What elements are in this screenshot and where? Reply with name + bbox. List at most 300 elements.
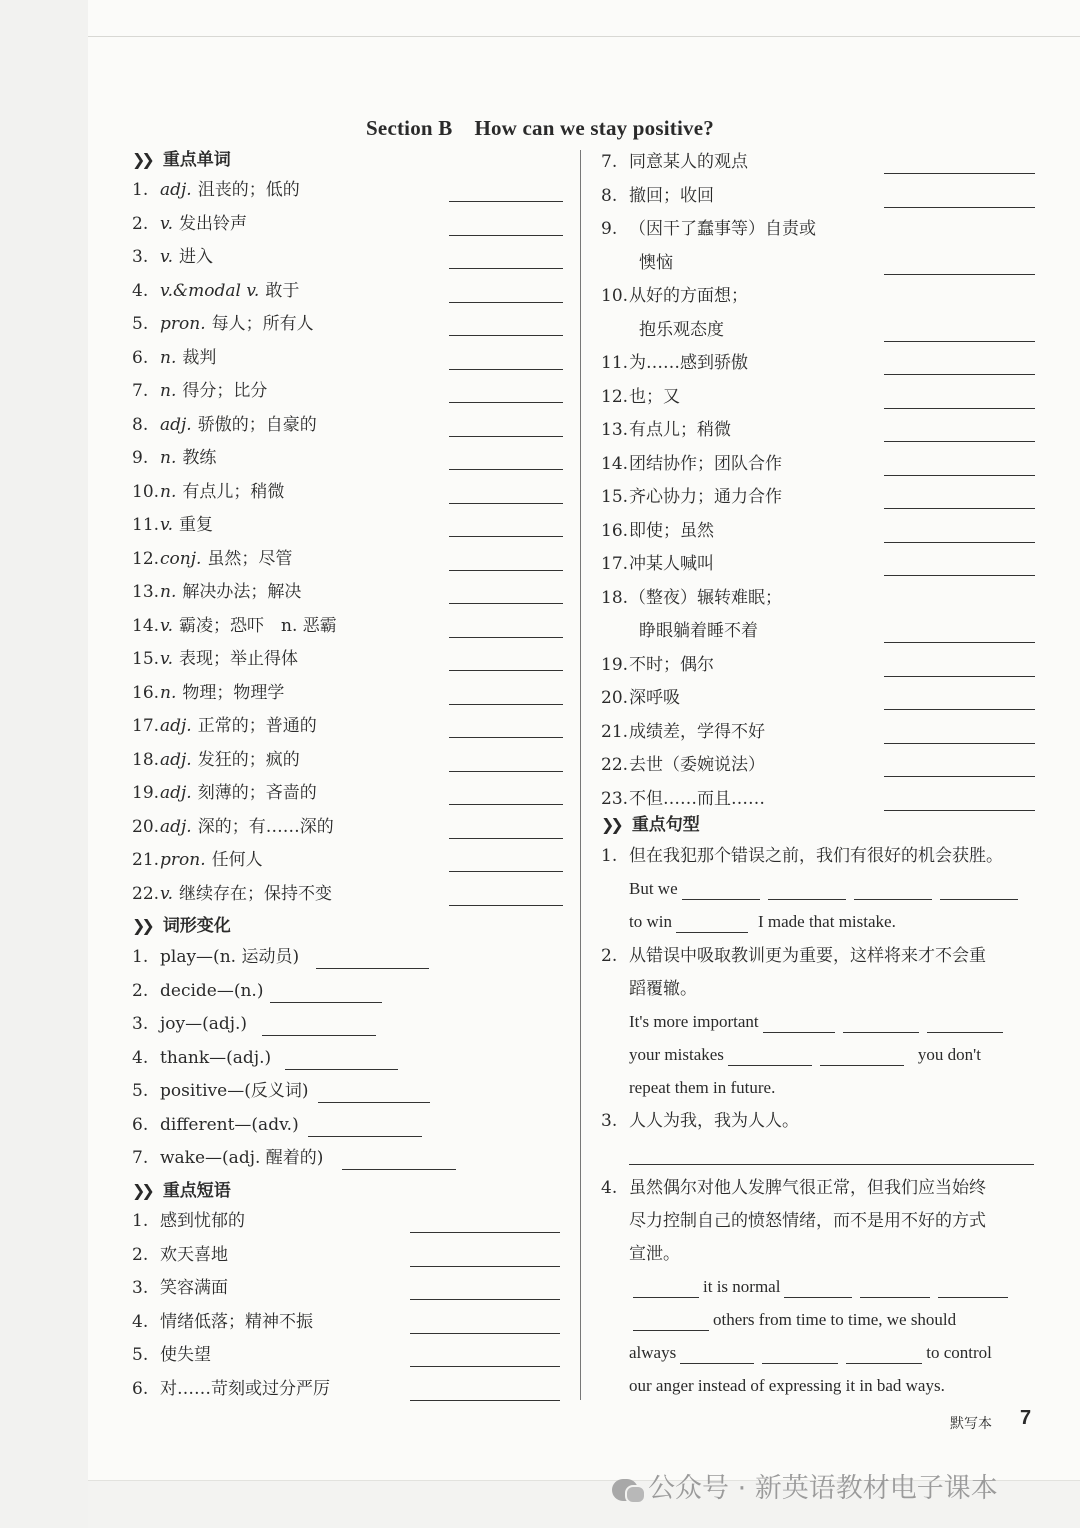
item-number: 6. — [132, 1378, 149, 1399]
part-of-speech: n. — [160, 347, 177, 368]
inline-blank[interactable] — [768, 881, 846, 900]
item-meaning: 沮丧的；低的 — [197, 180, 300, 200]
answer-blank[interactable] — [884, 341, 1035, 342]
item-number: 14. — [132, 615, 160, 636]
answer-blank[interactable] — [449, 369, 563, 370]
chevron-icon: ❯❯ — [132, 150, 151, 169]
part-of-speech: adj. — [160, 749, 192, 770]
answer-blank[interactable] — [884, 743, 1035, 744]
phrase-item — [601, 218, 816, 240]
item-meaning: （因干了蠢事等）自责或 — [629, 219, 816, 239]
item-meaning: 继续存在；保持不变 — [179, 883, 332, 904]
item-number: 12. — [132, 548, 160, 569]
indent — [629, 621, 639, 641]
phrase-item — [601, 654, 714, 676]
inline-blank[interactable] — [820, 1047, 904, 1066]
phrase-item — [601, 453, 782, 475]
item-meaning: positive—(反义词) — [160, 1081, 309, 1101]
word-item — [132, 447, 216, 469]
item-meaning: wake—(adj. 醒着的) — [160, 1148, 324, 1168]
answer-blank[interactable] — [449, 603, 563, 604]
item-number: 8. — [132, 414, 149, 435]
answer-blank[interactable] — [884, 676, 1035, 677]
item-meaning: 重复 — [179, 515, 213, 535]
answer-blank[interactable] — [285, 1069, 398, 1070]
item-meaning: 从好的方面想； — [629, 286, 748, 306]
inline-blank[interactable] — [843, 1014, 919, 1033]
word-item — [132, 313, 314, 335]
item-meaning: 成绩差，学得不好 — [629, 721, 765, 742]
item-number: 20. — [132, 816, 160, 837]
phrase-item — [132, 1210, 245, 1232]
sentence-4-en — [629, 1309, 956, 1331]
word-item — [132, 246, 213, 268]
answer-blank[interactable] — [449, 335, 563, 336]
item-number: 4. — [132, 1047, 149, 1068]
word-item — [132, 481, 284, 503]
item-meaning: 有点儿；稍微 — [182, 481, 285, 502]
phrase-item — [601, 352, 748, 374]
item-meaning: different—(adv.) — [160, 1114, 299, 1135]
part-of-speech: n. — [160, 481, 177, 502]
item-meaning: 撤回；收回 — [629, 185, 714, 206]
item-meaning: 为……感到骄傲 — [629, 353, 748, 373]
sentence-1 — [601, 845, 1003, 867]
phrase-item — [601, 386, 680, 408]
item-meaning: thank—(adj.) — [160, 1047, 272, 1068]
part-of-speech: v.&modal v. — [160, 280, 260, 301]
part-of-speech: pron. — [160, 314, 206, 334]
item-number: 18. — [132, 749, 160, 770]
item-meaning: 不时；偶尔 — [629, 654, 714, 675]
item-number: 2. — [132, 980, 149, 1001]
answer-blank[interactable] — [449, 838, 563, 839]
word-item — [132, 883, 332, 905]
phrase-item — [132, 1277, 228, 1299]
answer-blank[interactable] — [410, 1232, 560, 1233]
phrase-item — [132, 1244, 228, 1266]
inline-blank[interactable] — [676, 914, 748, 933]
section-question: How can we stay positive? — [474, 116, 714, 140]
item-meaning: 进入 — [179, 247, 213, 267]
answer-blank[interactable] — [449, 436, 563, 437]
word-item — [132, 849, 263, 871]
sentence-2-en — [629, 1077, 775, 1099]
phrase-item-continued — [629, 252, 673, 274]
phrase-item — [601, 486, 782, 508]
part-of-speech: adj. — [160, 414, 192, 435]
inline-blank[interactable] — [938, 1279, 1008, 1298]
sentence-chinese: 尽力控制自己的愤怒情绪，而不是用不好的方式 — [629, 1211, 986, 1231]
item-number: 3. — [601, 1111, 618, 1131]
item-meaning: 得分；比分 — [182, 381, 268, 401]
item-meaning: 解决办法；解决 — [182, 582, 302, 602]
item-number: 9. — [601, 219, 618, 239]
answer-blank[interactable] — [449, 570, 563, 571]
phrase-item — [601, 687, 680, 709]
item-number: 1. — [132, 180, 149, 200]
answer-blank[interactable] — [449, 235, 563, 236]
item-meaning: 虽然；尽管 — [207, 548, 293, 569]
sentence-english: But we — [629, 879, 678, 898]
part-of-speech: n. — [160, 582, 177, 602]
item-meaning: 正常的；普通的 — [197, 716, 317, 736]
item-meaning: 齐心协力；通力合作 — [629, 487, 782, 507]
answer-blank[interactable] — [884, 441, 1035, 442]
answer-blank[interactable] — [410, 1266, 560, 1267]
sentence-english: It's more important — [629, 1012, 759, 1031]
answer-blank[interactable] — [884, 274, 1035, 275]
part-of-speech: n. — [160, 448, 177, 468]
answer-blank[interactable] — [342, 1169, 456, 1170]
item-meaning: 也；又 — [629, 386, 680, 407]
word-form-item — [132, 1114, 299, 1136]
inline-blank[interactable] — [763, 1014, 835, 1033]
word-form-item — [132, 1080, 308, 1102]
item-number: 6. — [132, 347, 149, 368]
sentence-english: always — [629, 1343, 677, 1362]
sentence-4-cont — [629, 1243, 680, 1265]
item-number: 4. — [132, 1311, 149, 1332]
item-number: 15. — [132, 649, 160, 669]
sentence-english: our anger instead of expressing it in bad ways. — [629, 1376, 945, 1395]
inline-blank[interactable] — [927, 1014, 1003, 1033]
inline-blank[interactable] — [784, 1279, 852, 1298]
word-form-item — [132, 980, 263, 1002]
answer-blank[interactable] — [410, 1366, 560, 1367]
phrase-item — [132, 1378, 330, 1400]
phrase-item — [601, 553, 714, 575]
answer-blank[interactable] — [449, 503, 563, 504]
heading-key-phrases — [132, 1180, 231, 1202]
word-item — [132, 280, 299, 302]
item-number: 1. — [132, 947, 149, 967]
inline-blank[interactable] — [680, 1345, 754, 1364]
answer-blank[interactable] — [884, 408, 1035, 409]
item-number: 13. — [601, 420, 629, 440]
item-number: 8. — [601, 185, 618, 206]
sentence-1-en — [629, 911, 896, 933]
indent — [629, 320, 639, 340]
part-of-speech: conj. — [160, 548, 202, 569]
item-meaning: 同意某人的观点 — [629, 152, 748, 172]
item-meaning: 发狂的；疯的 — [197, 749, 300, 770]
item-meaning: 教练 — [182, 448, 217, 468]
answer-blank[interactable] — [449, 402, 563, 403]
part-of-speech: pron. — [160, 850, 206, 870]
item-meaning: 骄傲的；自豪的 — [197, 414, 317, 435]
word-form-item — [132, 1147, 323, 1169]
phrase-item — [601, 151, 748, 173]
item-number: 22. — [132, 883, 160, 904]
inline-blank[interactable] — [860, 1279, 930, 1298]
phrase-item — [601, 754, 765, 776]
answer-blank[interactable] — [449, 469, 563, 470]
sentence-english: repeat them in future. — [629, 1078, 776, 1097]
word-item — [132, 782, 317, 804]
answer-blank[interactable] — [449, 637, 563, 638]
item-number: 19. — [601, 654, 629, 675]
answer-blank[interactable] — [410, 1333, 560, 1334]
item-number: 3. — [132, 1014, 149, 1034]
answer-blank[interactable] — [449, 704, 563, 705]
inline-blank[interactable] — [940, 881, 1018, 900]
page-title — [0, 116, 1080, 141]
answer-blank[interactable] — [316, 968, 429, 969]
sentence-2 — [601, 945, 986, 967]
sentence-english: I made that mistake. — [757, 912, 896, 931]
part-of-speech: v. — [160, 247, 173, 267]
section-label: Section B — [366, 116, 453, 140]
inline-blank[interactable] — [762, 1345, 838, 1364]
item-meaning: 不但……而且…… — [629, 788, 765, 809]
answer-blank[interactable] — [449, 737, 563, 738]
answer-blank[interactable] — [449, 268, 563, 269]
item-number: 15. — [601, 487, 629, 507]
item-number: 11. — [132, 515, 160, 535]
answer-blank[interactable] — [629, 1164, 1034, 1165]
item-number: 10. — [132, 481, 160, 502]
word-form-item — [132, 1013, 247, 1035]
part-of-speech: adj. — [160, 180, 192, 200]
item-number: 17. — [601, 554, 629, 574]
phrase-item — [601, 419, 731, 441]
word-form-item — [132, 946, 299, 968]
item-meaning: （整夜）辗转难眠； — [629, 587, 782, 608]
item-number: 22. — [601, 755, 629, 775]
sentence-2-en — [629, 1011, 1007, 1033]
answer-blank[interactable] — [884, 374, 1035, 375]
item-number: 10. — [601, 286, 629, 306]
item-meaning: 感到忧郁的 — [160, 1211, 245, 1231]
part-of-speech: adj. — [160, 783, 192, 803]
answer-blank[interactable] — [884, 575, 1035, 576]
item-meaning: 每人；所有人 — [211, 314, 314, 334]
sentence-english: to win — [629, 912, 672, 931]
sentence-chinese: 人人为我，我为人人。 — [629, 1111, 799, 1131]
word-item — [132, 380, 267, 402]
item-meaning: 表现；举止得体 — [179, 649, 298, 669]
sentence-4-en — [629, 1375, 945, 1397]
item-meaning: 欢天喜地 — [160, 1244, 228, 1265]
inline-blank[interactable] — [854, 881, 932, 900]
item-number: 6. — [132, 1114, 149, 1135]
item-number: 16. — [601, 520, 629, 541]
part-of-speech: v. — [160, 515, 173, 535]
phrase-item — [601, 520, 714, 542]
sentence-english: it is normal — [703, 1277, 781, 1296]
inline-blank[interactable] — [728, 1047, 812, 1066]
word-item — [132, 414, 317, 436]
phrase-item — [601, 788, 765, 810]
item-meaning: joy—(adj.) — [160, 1014, 248, 1034]
part-of-speech: n. — [160, 381, 177, 401]
section-heading-label: 重点单词 — [162, 150, 231, 170]
item-meaning: 深呼吸 — [629, 688, 680, 708]
item-number: 16. — [132, 682, 160, 703]
item-number: 18. — [601, 587, 629, 608]
book-name: 默写本 — [950, 1416, 992, 1432]
sentence-english: your mistakes — [629, 1045, 724, 1064]
section-heading-label: 重点句型 — [631, 815, 700, 835]
phrase-item-continued — [629, 319, 724, 341]
answer-blank[interactable] — [410, 1299, 560, 1300]
part-of-speech: adj. — [160, 816, 192, 837]
item-number: 13. — [132, 582, 160, 602]
answer-blank[interactable] — [410, 1400, 560, 1401]
heading-word-forms — [132, 915, 231, 937]
item-number: 4. — [601, 1178, 618, 1198]
answer-blank[interactable] — [318, 1102, 430, 1103]
section-heading-label: 重点短语 — [162, 1181, 231, 1201]
answer-blank[interactable] — [308, 1136, 422, 1137]
item-number: 7. — [601, 152, 618, 172]
word-item — [132, 347, 216, 369]
answer-blank[interactable] — [449, 804, 563, 805]
sentence-chinese: 但在我犯那个错误之前，我们有很好的机会获胜。 — [629, 846, 1003, 866]
item-number: 20. — [601, 688, 629, 708]
item-meaning: 对……苛刻或过分严厉 — [160, 1378, 330, 1399]
inline-blank[interactable] — [633, 1312, 709, 1331]
answer-blank[interactable] — [884, 173, 1035, 174]
item-number: 9. — [132, 448, 149, 468]
sentence-4-en — [629, 1342, 992, 1364]
part-of-speech: v. — [160, 615, 173, 636]
top-rule — [88, 36, 1080, 37]
item-meaning: 发出铃声 — [179, 213, 247, 234]
word-item — [132, 715, 317, 737]
answer-blank[interactable] — [884, 810, 1035, 811]
item-number: 12. — [601, 386, 629, 407]
item-number: 1. — [132, 1211, 149, 1231]
item-number: 7. — [132, 1148, 149, 1168]
word-item — [132, 749, 300, 771]
word-form-item — [132, 1047, 271, 1069]
sentence-4 — [601, 1177, 986, 1199]
phrase-item-continued — [629, 620, 758, 642]
item-meaning: decide—(n.) — [160, 980, 264, 1001]
answer-blank[interactable] — [449, 201, 563, 202]
sentence-english: you don't — [917, 1045, 981, 1064]
answer-blank[interactable] — [884, 207, 1035, 208]
sentence-2-cont — [629, 978, 697, 1000]
sentence-1-en — [629, 878, 1022, 900]
word-item — [132, 514, 213, 536]
word-item — [132, 648, 298, 670]
heading-key-words — [132, 149, 231, 171]
item-number: 14. — [601, 453, 629, 474]
item-meaning: 抱乐观态度 — [639, 319, 724, 340]
column-divider — [580, 150, 581, 1400]
item-meaning: 睁眼躺着睡不着 — [639, 621, 758, 641]
word-item — [132, 179, 300, 201]
phrase-item — [132, 1311, 313, 1333]
answer-blank[interactable] — [884, 709, 1035, 710]
answer-blank[interactable] — [884, 508, 1035, 509]
item-meaning: 冲某人喊叫 — [629, 554, 714, 574]
part-of-speech: v. — [160, 649, 173, 669]
sentence-chinese: 从错误中吸取教训更为重要，这样将来才不会重 — [629, 946, 986, 966]
word-item — [132, 213, 247, 235]
item-number: 19. — [132, 783, 160, 803]
item-number: 11. — [601, 353, 629, 373]
answer-blank[interactable] — [449, 670, 563, 671]
item-meaning: 团结协作；团队合作 — [629, 453, 782, 474]
chevron-icon: ❯❯ — [601, 815, 620, 834]
item-number: 21. — [132, 850, 160, 870]
wechat-icon — [612, 1479, 638, 1501]
item-number: 23. — [601, 788, 629, 809]
item-meaning: 敢于 — [265, 280, 300, 301]
answer-blank[interactable] — [449, 302, 563, 303]
item-meaning: 霸凌；恐吓 n. 恶霸 — [179, 615, 337, 636]
item-meaning: 情绪低落；精神不振 — [160, 1311, 313, 1332]
phrase-item — [601, 185, 714, 207]
word-item — [132, 581, 301, 603]
item-number: 1. — [601, 846, 618, 866]
item-meaning: 笑容满面 — [160, 1278, 228, 1298]
item-number: 21. — [601, 721, 629, 742]
sentence-chinese: 虽然偶尔对他人发脾气很正常，但我们应当始终 — [629, 1178, 986, 1198]
phrase-item — [132, 1344, 211, 1366]
item-number: 2. — [601, 946, 618, 966]
part-of-speech: adj. — [160, 716, 192, 736]
item-number: 3. — [132, 247, 149, 267]
item-meaning: 刻薄的；吝啬的 — [197, 783, 317, 803]
item-number: 2. — [132, 1244, 149, 1265]
item-meaning: 使失望 — [160, 1345, 211, 1365]
phrase-item — [601, 587, 782, 609]
item-number: 5. — [132, 1081, 149, 1101]
item-meaning: 物理；物理学 — [182, 682, 285, 703]
answer-blank[interactable] — [884, 475, 1035, 476]
answer-blank[interactable] — [449, 771, 563, 772]
word-item — [132, 548, 292, 570]
answer-blank[interactable] — [449, 536, 563, 537]
sentence-4-en — [629, 1276, 1012, 1298]
chevron-icon: ❯❯ — [132, 1181, 151, 1200]
item-meaning: 懊恼 — [639, 252, 673, 273]
answer-blank[interactable] — [884, 542, 1035, 543]
phrase-item — [601, 721, 765, 743]
word-item — [132, 615, 337, 637]
answer-blank[interactable] — [270, 1002, 382, 1003]
heading-key-sentences — [601, 814, 700, 836]
page-number: 7 — [1020, 1407, 1032, 1429]
item-meaning: play—(n. 运动员) — [160, 947, 300, 967]
answer-blank[interactable] — [884, 776, 1035, 777]
answer-blank[interactable] — [449, 871, 563, 872]
item-number: 5. — [132, 1345, 149, 1365]
item-meaning: 深的；有……深的 — [197, 816, 334, 837]
part-of-speech: v. — [160, 213, 173, 234]
item-number: 17. — [132, 716, 160, 736]
inline-blank[interactable] — [682, 881, 760, 900]
inline-blank[interactable] — [846, 1345, 922, 1364]
item-number: 7. — [132, 381, 149, 401]
sentence-3 — [601, 1110, 799, 1132]
item-meaning: 有点儿；稍微 — [629, 420, 731, 440]
item-number: 2. — [132, 213, 149, 234]
answer-blank[interactable] — [884, 642, 1035, 643]
answer-blank[interactable] — [262, 1035, 376, 1036]
answer-blank[interactable] — [449, 905, 563, 906]
inline-blank[interactable] — [633, 1279, 699, 1298]
part-of-speech: v. — [160, 883, 173, 904]
item-meaning: 去世（委婉说法） — [629, 755, 765, 775]
sentence-english: others from time to time, we should — [713, 1310, 957, 1329]
phrase-item — [601, 285, 748, 307]
